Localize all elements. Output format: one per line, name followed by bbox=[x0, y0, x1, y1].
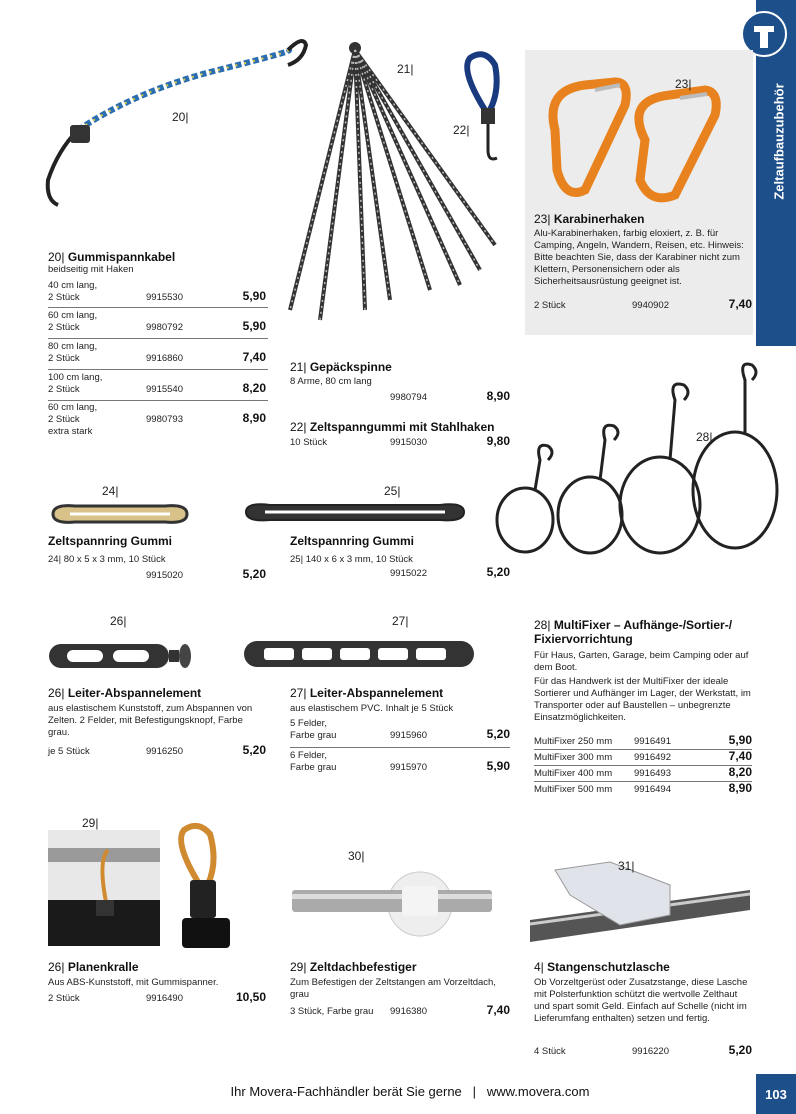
product-23-title: 23| Karabinerhaken bbox=[534, 212, 645, 226]
product-30-title: 29| Zeltdachbefestiger bbox=[290, 960, 417, 974]
divider bbox=[48, 400, 268, 401]
tarp-clamp-photo-1 bbox=[48, 830, 160, 946]
product-28-desc: Für Haus, Garten, Garage, beim Camping oder auf dem Boot. bbox=[534, 650, 749, 673]
product-20-desc: beidseitig mit Haken bbox=[48, 264, 134, 275]
product-23-callout: 23| bbox=[675, 77, 692, 91]
product-27-title: 27| Leiter-Abspannelement bbox=[290, 686, 444, 700]
carabiner-image bbox=[535, 70, 745, 210]
page-number: 103 bbox=[756, 1074, 796, 1114]
product-20-row-2: 60 cm lang, 2 Stück 9980792 5,90 bbox=[48, 310, 266, 333]
product-23-desc: Alu-Karabinerhaken, farbig eloxiert, z. B. für Camping, Angeln, Wandern, Reisen, etc. Hinweis: Bitte beachten Sie, dass der Karabiner nicht zum Klettern, Personensichern oder als Sicherheitsausrüstung geeignet ist. bbox=[534, 228, 744, 287]
product-30-desc: Zum Befestigen der Zeltstangen am Vorzeltdach, grau bbox=[290, 977, 496, 1000]
ladder-tensioner-2-image bbox=[45, 636, 195, 676]
tent-rubber-image bbox=[455, 50, 515, 170]
tarp-clamp-photo-2 bbox=[168, 822, 240, 956]
product-24-title: Zeltspannring Gummi bbox=[48, 534, 173, 548]
product-27-row-2: 6 Felder, Farbe grau 9915970 5,90 bbox=[290, 750, 510, 773]
roof-fastener-image bbox=[290, 860, 500, 940]
divider bbox=[290, 747, 510, 748]
product-23-row: 2 Stück 9940902 7,40 bbox=[534, 297, 752, 311]
product-22-title: 22| Zeltspanngummi mit Stahlhaken bbox=[290, 420, 495, 434]
product-26-desc: aus elastischem Kunststoff, zum Abspannen von Zelten. 2 Felder, mit Befestigungsknopf, Farbe grau. bbox=[48, 703, 253, 738]
page-footer bbox=[180, 1084, 640, 1099]
ladder-tensioner-5-image bbox=[240, 636, 480, 672]
product-31-row: 4 Stück 9916220 5,20 bbox=[534, 1043, 752, 1057]
footer-separator: | bbox=[472, 1084, 477, 1099]
product-28-title-2: Fixiervorrichtung bbox=[534, 632, 633, 646]
product-28-row-4: MultiFixer 500 mm 9916494 8,90 bbox=[534, 781, 752, 795]
product-29-title: 26| Planenkralle bbox=[48, 960, 139, 974]
product-27-callout: 27| bbox=[392, 614, 409, 628]
tent-ring-140-image bbox=[240, 500, 470, 528]
product-20-callout: 20| bbox=[172, 110, 189, 124]
product-26-row: je 5 Stück 9916250 5,20 bbox=[48, 743, 266, 757]
product-25-title: Zeltspannring Gummi bbox=[290, 534, 415, 548]
multifixer-image bbox=[490, 360, 780, 560]
product-30-row: 3 Stück, Farbe grau 9916380 7,40 bbox=[290, 1003, 510, 1017]
product-26-callout: 26| bbox=[110, 614, 127, 628]
product-28-callout: 28| bbox=[696, 430, 713, 444]
product-28-row-1: MultiFixer 250 mm 9916491 5,90 bbox=[534, 733, 752, 747]
product-21-row: 9980794 8,90 bbox=[390, 389, 510, 403]
product-29-callout: 29| bbox=[82, 816, 99, 830]
website-link[interactable]: www.movera.com bbox=[486, 1084, 590, 1099]
tent-ring-80-image bbox=[45, 500, 195, 530]
product-24-spec: 24| 80 x 5 x 3 mm, 10 Stück bbox=[48, 554, 166, 565]
dealer-note: Ihr Movera-Fachhändler berät Sie gerne bbox=[230, 1084, 462, 1099]
product-27-desc: aus elastischem PVC. Inhalt je 5 Stück bbox=[290, 703, 454, 714]
product-21-title: 21| Gepäckspinne bbox=[290, 360, 392, 374]
product-28-desc-2: Für das Handwerk ist der MultiFixer der ideale Sortierer und Aufhänger im Lager, der Werkstatt, im Transporter oder auf Baustellen – unbegrenzte Einsatzmöglichkeiten. bbox=[534, 676, 751, 723]
product-25-callout: 25| bbox=[384, 484, 401, 498]
pole-protector-image bbox=[530, 860, 750, 950]
product-20-row-1: 40 cm lang, 2 Stück 9915530 5,90 bbox=[48, 280, 266, 303]
product-25-row: 9915022 5,20 bbox=[390, 565, 510, 579]
product-27-row-1: 5 Felder, Farbe grau 9915960 5,20 bbox=[290, 718, 510, 741]
product-21-callout: 21| bbox=[397, 62, 414, 76]
divider bbox=[48, 338, 268, 339]
product-29-row: 2 Stück 9916490 10,50 bbox=[48, 990, 266, 1004]
product-22-row: 10 Stück 9915030 9,80 bbox=[290, 434, 510, 448]
product-20-row-4: 100 cm lang, 2 Stück 9915540 8,20 bbox=[48, 372, 266, 395]
product-31-callout: 31| bbox=[618, 859, 635, 873]
product-24-row: 9915020 5,20 bbox=[146, 567, 266, 581]
product-20-title: 20| Gummispannkabel bbox=[48, 250, 176, 264]
product-25-spec: 25| 140 x 6 x 3 mm, 10 Stück bbox=[290, 554, 413, 565]
product-22-callout: 22| bbox=[453, 123, 470, 137]
product-31-desc: Ob Vorzeltgerüst oder Zusatzstange, diese Lasche mit Polsterfunktion schützt die wertvolle Zelthaut und spart somit Geld. Einfach auf Schelle (nicht im Lieferumfang enthalten) setzen und fertig. bbox=[534, 977, 748, 1024]
product-26-title: 26| Leiter-Abspannelement bbox=[48, 686, 202, 700]
product-21-desc: 8 Arme, 80 cm lang bbox=[290, 376, 372, 387]
product-28-row-3: MultiFixer 400 mm 9916493 8,20 bbox=[534, 765, 752, 779]
product-28-title: 28| MultiFixer – Aufhänge-/Sortier-/ bbox=[534, 618, 733, 632]
divider bbox=[48, 369, 268, 370]
divider bbox=[48, 307, 268, 308]
product-29-desc: Aus ABS-Kunststoff, mit Gummispanner. bbox=[48, 977, 219, 988]
product-30-callout: 30| bbox=[348, 849, 365, 863]
product-24-callout: 24| bbox=[102, 484, 119, 498]
product-20-row-3: 80 cm lang, 2 Stück 9916860 7,40 bbox=[48, 341, 266, 364]
category-label: Zeltaufbauzubehör bbox=[771, 83, 787, 200]
product-20-row-5: 60 cm lang, 2 Stück extra stark 9980793 8,90 bbox=[48, 402, 266, 437]
product-28-row-2: MultiFixer 300 mm 9916492 7,40 bbox=[534, 749, 752, 763]
product-31-title: 4| Stangenschutzlasche bbox=[534, 960, 670, 974]
